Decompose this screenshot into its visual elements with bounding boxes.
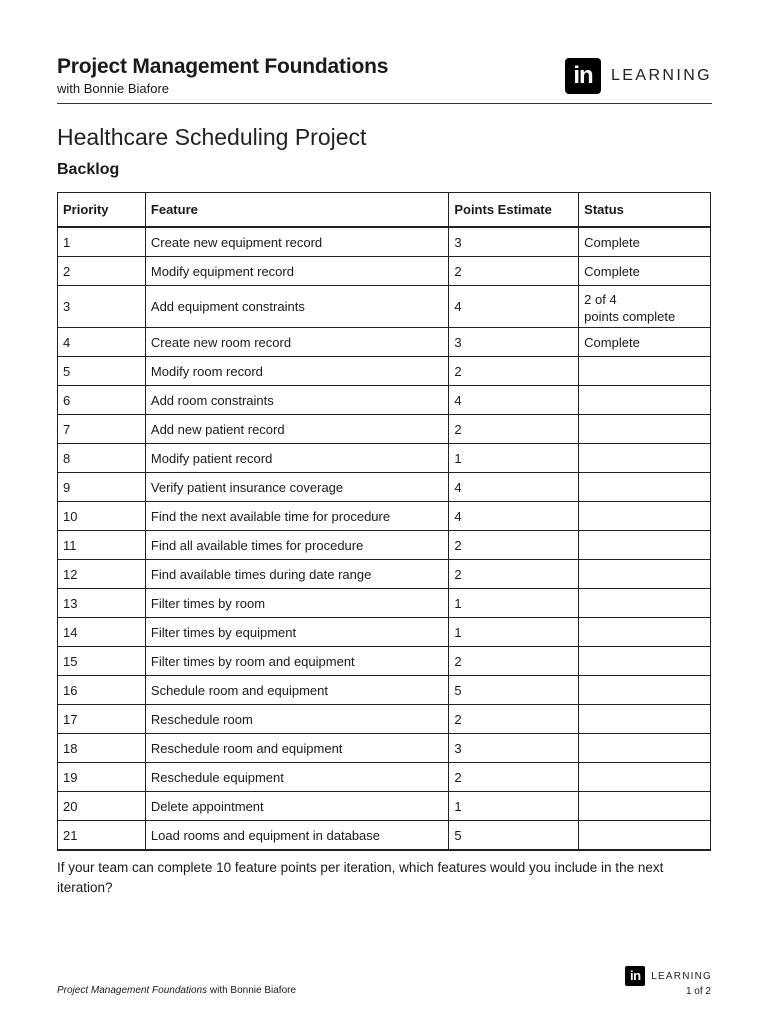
points-cell: 4 xyxy=(449,473,579,502)
learning-wordmark: LEARNING xyxy=(611,67,712,84)
course-title: Project Management Foundations xyxy=(57,55,389,78)
table-row xyxy=(58,415,711,444)
points-cell: 2 xyxy=(449,763,579,792)
points-cell: 4 xyxy=(449,286,579,328)
priority-cell: 4 xyxy=(58,328,146,357)
priority-cell: 10 xyxy=(58,502,146,531)
feature-cell: Delete appointment xyxy=(145,792,448,821)
priority-cell: 11 xyxy=(58,531,146,560)
table-row xyxy=(58,705,711,734)
points-cell: 1 xyxy=(449,444,579,473)
priority-cell: 7 xyxy=(58,415,146,444)
table-row xyxy=(58,286,711,328)
points-cell: 3 xyxy=(449,328,579,357)
table-row xyxy=(58,227,711,257)
discussion-question: If your team can complete 10 feature points per iteration, which features would you include in the next iteration? xyxy=(57,860,664,895)
page-number: 1 of 2 xyxy=(685,986,711,997)
linkedin-learning-logo xyxy=(565,58,712,94)
table-row xyxy=(58,257,711,286)
status-cell xyxy=(579,792,711,821)
feature-cell: Filter times by room and equipment xyxy=(145,647,448,676)
feature-cell: Modify equipment record xyxy=(145,257,448,286)
status-cell xyxy=(579,618,711,647)
feature-cell: Add room constraints xyxy=(145,386,448,415)
status-cell xyxy=(579,386,711,415)
status-cell: Complete xyxy=(579,328,711,357)
feature-cell: Modify room record xyxy=(145,357,448,386)
feature-cell: Verify patient insurance coverage xyxy=(145,473,448,502)
priority-cell: 20 xyxy=(58,792,146,821)
status-line: points complete xyxy=(584,308,676,324)
feature-cell: Add equipment constraints xyxy=(145,286,448,328)
table-row xyxy=(58,589,711,618)
table-row xyxy=(58,734,711,763)
priority-cell: 8 xyxy=(58,444,146,473)
column-header-feature: Feature xyxy=(145,193,448,228)
feature-cell: Find available times during date range xyxy=(145,560,448,589)
feature-cell: Find the next available time for procedure xyxy=(145,502,448,531)
page-header xyxy=(57,54,712,104)
table-row xyxy=(58,473,711,502)
status-cell: Complete xyxy=(579,257,711,286)
column-header-status: Status xyxy=(579,193,711,228)
status-cell xyxy=(579,734,711,763)
status-cell xyxy=(579,286,711,328)
points-cell: 2 xyxy=(449,531,579,560)
priority-cell: 13 xyxy=(58,589,146,618)
instructor-byline: with Bonnie Biafore xyxy=(57,81,170,96)
feature-cell: Reschedule room xyxy=(145,705,448,734)
status-cell xyxy=(579,705,711,734)
footer-instructor: with Bonnie Biafore xyxy=(207,985,297,996)
priority-cell: 1 xyxy=(58,227,146,257)
section-heading: Backlog xyxy=(57,161,120,178)
status-cell xyxy=(579,502,711,531)
points-cell: 5 xyxy=(449,821,579,851)
table-header-row xyxy=(58,193,711,228)
status-line: 2 of 4 xyxy=(584,291,617,307)
points-cell: 2 xyxy=(449,560,579,589)
backlog-table xyxy=(57,192,711,851)
feature-cell: Create new room record xyxy=(145,328,448,357)
priority-cell: 15 xyxy=(58,647,146,676)
points-cell: 2 xyxy=(449,257,579,286)
feature-cell: Filter times by room xyxy=(145,589,448,618)
status-cell xyxy=(579,415,711,444)
status-cell xyxy=(579,676,711,705)
table-row xyxy=(58,531,711,560)
feature-cell: Load rooms and equipment in database xyxy=(145,821,448,851)
status-cell xyxy=(579,821,711,851)
feature-cell: Add new patient record xyxy=(145,415,448,444)
learning-wordmark: LEARNING xyxy=(651,970,712,982)
feature-cell: Modify patient record xyxy=(145,444,448,473)
status-cell xyxy=(579,531,711,560)
status-cell xyxy=(579,647,711,676)
priority-cell: 16 xyxy=(58,676,146,705)
priority-cell: 5 xyxy=(58,357,146,386)
priority-cell: 19 xyxy=(58,763,146,792)
feature-cell: Schedule room and equipment xyxy=(145,676,448,705)
footer-credit xyxy=(57,985,296,996)
table-row xyxy=(58,618,711,647)
priority-cell: 12 xyxy=(58,560,146,589)
table-row xyxy=(58,560,711,589)
status-cell xyxy=(579,357,711,386)
feature-cell: Reschedule room and equipment xyxy=(145,734,448,763)
feature-cell: Reschedule equipment xyxy=(145,763,448,792)
status-cell: Complete xyxy=(579,227,711,257)
points-cell: 1 xyxy=(449,589,579,618)
table-row xyxy=(58,821,711,851)
feature-cell: Create new equipment record xyxy=(145,227,448,257)
document-title: Healthcare Scheduling Project xyxy=(57,124,367,150)
priority-cell: 9 xyxy=(58,473,146,502)
points-cell: 3 xyxy=(449,734,579,763)
footer-linkedin-learning-logo xyxy=(625,966,712,986)
column-header-points: Points Estimate xyxy=(449,193,579,228)
points-cell: 1 xyxy=(449,618,579,647)
priority-cell: 18 xyxy=(58,734,146,763)
points-cell: 5 xyxy=(449,676,579,705)
points-cell: 2 xyxy=(449,705,579,734)
table-row xyxy=(58,763,711,792)
feature-cell: Filter times by equipment xyxy=(145,618,448,647)
priority-cell: 21 xyxy=(58,821,146,851)
table-row xyxy=(58,444,711,473)
priority-cell: 14 xyxy=(58,618,146,647)
column-header-priority: Priority xyxy=(58,193,146,228)
header-divider xyxy=(57,103,712,104)
table-row xyxy=(58,676,711,705)
status-cell xyxy=(579,444,711,473)
table-row xyxy=(58,502,711,531)
points-cell: 3 xyxy=(449,227,579,257)
points-cell: 2 xyxy=(449,357,579,386)
priority-cell: 6 xyxy=(58,386,146,415)
priority-cell: 3 xyxy=(58,286,146,328)
table-row xyxy=(58,792,711,821)
status-cell xyxy=(579,763,711,792)
priority-cell: 17 xyxy=(58,705,146,734)
status-cell xyxy=(579,560,711,589)
table-row xyxy=(58,328,711,357)
points-cell: 4 xyxy=(449,386,579,415)
points-cell: 2 xyxy=(449,647,579,676)
points-cell: 2 xyxy=(449,415,579,444)
table-row xyxy=(58,386,711,415)
points-cell: 1 xyxy=(449,792,579,821)
status-cell xyxy=(579,589,711,618)
footer-course-title: Project Management Foundations xyxy=(57,985,208,996)
table-row xyxy=(58,647,711,676)
priority-cell: 2 xyxy=(58,257,146,286)
status-cell xyxy=(579,473,711,502)
table-row xyxy=(58,357,711,386)
linkedin-icon: in xyxy=(625,966,645,986)
points-cell: 4 xyxy=(449,502,579,531)
feature-cell: Find all available times for procedure xyxy=(145,531,448,560)
linkedin-icon: in xyxy=(565,58,601,94)
